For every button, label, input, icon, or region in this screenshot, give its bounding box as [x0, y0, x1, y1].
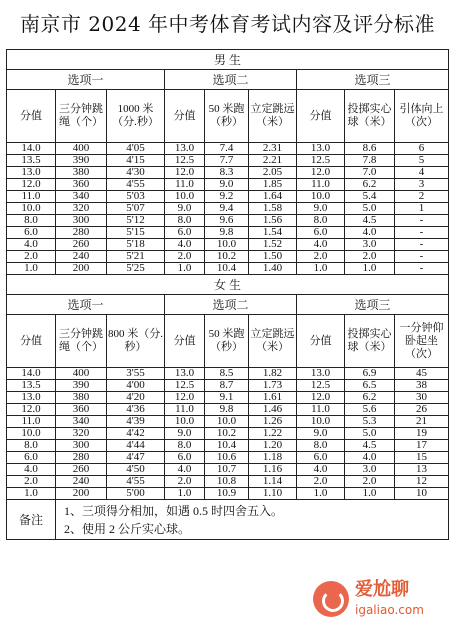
table-cell: 4'42: [107, 428, 165, 440]
table-cell: 10.4: [205, 263, 249, 275]
table-cell: 13.0: [7, 167, 56, 179]
table-cell: 10.9: [205, 488, 249, 500]
female-gender-label: 女 生: [7, 275, 449, 295]
table-cell: 12.5: [297, 155, 345, 167]
table-cell: 13.0: [165, 143, 205, 155]
female-col-header: 50 米跑（秒）: [205, 315, 249, 368]
female-section: [7, 275, 449, 500]
table-cell: 11.0: [7, 191, 56, 203]
table-cell: 4'55: [107, 179, 165, 191]
table-cell: 10.0: [297, 416, 345, 428]
table-cell: 200: [56, 263, 107, 275]
male-col-header: 50 米跑（秒）: [205, 90, 249, 143]
table-row: [7, 155, 449, 167]
note-line-1: 1、三项得分相加，如遇 0.5 时四舍五入。: [64, 503, 284, 518]
table-cell: 1.0: [7, 488, 56, 500]
male-col-header: 三分钟跳绳（个）: [56, 90, 107, 143]
female-col-header: 一分钟仰卧起坐（次）: [395, 315, 449, 368]
table-cell: 200: [56, 488, 107, 500]
table-cell: 5.0: [345, 203, 395, 215]
table-cell: 9.8: [205, 227, 249, 239]
table-cell: 400: [56, 368, 107, 380]
table-cell: 1.10: [249, 488, 297, 500]
table-cell: 8.0: [165, 440, 205, 452]
table-cell: 1.22: [249, 428, 297, 440]
table-cell: 4.5: [345, 440, 395, 452]
table-row: [7, 404, 449, 416]
table-cell: 390: [56, 155, 107, 167]
table-cell: 4.0: [7, 464, 56, 476]
table-cell: 1.56: [249, 215, 297, 227]
table-cell: 5.6: [345, 404, 395, 416]
table-cell: 1.0: [165, 263, 205, 275]
table-cell: 2.21: [249, 155, 297, 167]
table-cell: 9.0: [205, 179, 249, 191]
table-cell: 12.0: [165, 392, 205, 404]
table-cell: 5.4: [345, 191, 395, 203]
male-group-option-1: 选项一: [7, 70, 165, 90]
table-cell: 4'39: [107, 416, 165, 428]
table-cell: 4.0: [297, 239, 345, 251]
table-cell: 10.2: [205, 428, 249, 440]
table-cell: 1.0: [165, 488, 205, 500]
table-cell: 5'21: [107, 251, 165, 263]
table-cell: 12.0: [297, 167, 345, 179]
table-cell: 9.0: [297, 428, 345, 440]
table-cell: -: [395, 239, 449, 251]
table-cell: 13.5: [7, 380, 56, 392]
table-row: [7, 380, 449, 392]
table-cell: 12: [395, 476, 449, 488]
table-cell: 38: [395, 380, 449, 392]
table-row: [7, 428, 449, 440]
table-cell: 5'18: [107, 239, 165, 251]
table-cell: 1.0: [297, 488, 345, 500]
female-col-header: 投掷实心球（米）: [345, 315, 395, 368]
table-cell: 4.5: [345, 215, 395, 227]
female-col-header: 三分钟跳绳（个）: [56, 315, 107, 368]
table-cell: 6.2: [345, 179, 395, 191]
table-cell: 4'30: [107, 167, 165, 179]
table-cell: 3.0: [345, 239, 395, 251]
site-watermark: [313, 579, 443, 623]
table-cell: 300: [56, 215, 107, 227]
table-cell: 6.2: [345, 392, 395, 404]
table-cell: 10.0: [7, 203, 56, 215]
table-cell: 300: [56, 440, 107, 452]
table-cell: 6.5: [345, 380, 395, 392]
table-cell: 400: [56, 143, 107, 155]
table-cell: 5.3: [345, 416, 395, 428]
table-cell: 6.0: [165, 452, 205, 464]
table-cell: 11.0: [297, 404, 345, 416]
table-cell: 4.0: [297, 464, 345, 476]
table-cell: 4.0: [7, 239, 56, 251]
table-cell: 6.0: [7, 452, 56, 464]
table-row: [7, 476, 449, 488]
table-cell: 2.0: [165, 476, 205, 488]
table-cell: 1.46: [249, 404, 297, 416]
table-cell: 4'44: [107, 440, 165, 452]
table-cell: 10.0: [7, 428, 56, 440]
table-row: [7, 392, 449, 404]
table-cell: -: [395, 227, 449, 239]
table-cell: 2.0: [7, 476, 56, 488]
table-cell: 9.8: [205, 404, 249, 416]
table-cell: -: [395, 263, 449, 275]
table-cell: 5.0: [345, 428, 395, 440]
table-cell: 13.0: [297, 143, 345, 155]
table-cell: 10.7: [205, 464, 249, 476]
table-cell: 260: [56, 239, 107, 251]
table-cell: 10: [395, 488, 449, 500]
table-row: [7, 191, 449, 203]
table-cell: 1.73: [249, 380, 297, 392]
male-group-option-3: 选项三: [297, 70, 449, 90]
table-cell: 1.0: [345, 263, 395, 275]
table-cell: 4'15: [107, 155, 165, 167]
table-cell: 4'50: [107, 464, 165, 476]
document-title: 南京市 2024 年中考体育考试内容及评分标准: [19, 12, 436, 36]
table-cell: 1.0: [7, 263, 56, 275]
table-cell: 7.0: [345, 167, 395, 179]
table-cell: 1.0: [297, 263, 345, 275]
table-cell: 390: [56, 380, 107, 392]
table-cell: 12.5: [165, 155, 205, 167]
table-cell: 7.8: [345, 155, 395, 167]
table-cell: 6: [395, 143, 449, 155]
table-cell: 1.82: [249, 368, 297, 380]
table-cell: 7.4: [205, 143, 249, 155]
table-cell: 9.0: [165, 428, 205, 440]
table-cell: 5'15: [107, 227, 165, 239]
table-cell: 12.5: [165, 380, 205, 392]
table-cell: 12.0: [297, 392, 345, 404]
table-cell: 5'00: [107, 488, 165, 500]
table-cell: 1.0: [345, 488, 395, 500]
table-cell: 240: [56, 251, 107, 263]
notes-label: 备注: [7, 500, 56, 540]
table-cell: 2.0: [297, 251, 345, 263]
table-cell: 15: [395, 452, 449, 464]
table-cell: 1.58: [249, 203, 297, 215]
female-col-header: 分值: [165, 315, 205, 368]
male-gender-label: 男 生: [7, 50, 449, 70]
table-cell: 6.9: [345, 368, 395, 380]
table-cell: 8.5: [205, 368, 249, 380]
table-cell: 13.5: [7, 155, 56, 167]
table-cell: 380: [56, 167, 107, 179]
watermark-url: igaliao.com: [355, 603, 424, 617]
male-col-header: 分值: [297, 90, 345, 143]
table-row: [7, 452, 449, 464]
table-cell: 4.0: [345, 227, 395, 239]
watermark-name: 爱尬聊: [355, 579, 409, 600]
table-cell: 11.0: [7, 416, 56, 428]
table-cell: 1.61: [249, 392, 297, 404]
table-cell: 11.0: [297, 179, 345, 191]
table-row: [7, 239, 449, 251]
table-cell: 13.0: [297, 368, 345, 380]
scoring-table: [6, 49, 449, 540]
table-cell: 21: [395, 416, 449, 428]
table-cell: 4'00: [107, 380, 165, 392]
male-col-header: 立定跳远（米）: [249, 90, 297, 143]
table-cell: 4'05: [107, 143, 165, 155]
male-col-header: 分值: [165, 90, 205, 143]
table-cell: 4.0: [165, 464, 205, 476]
male-col-header: 投掷实心球（米）: [345, 90, 395, 143]
table-cell: 3: [395, 179, 449, 191]
table-cell: 11.0: [165, 404, 205, 416]
female-group-option-2: 选项二: [165, 295, 297, 315]
table-cell: 2.05: [249, 167, 297, 179]
table-cell: 6.0: [165, 227, 205, 239]
table-row: [7, 179, 449, 191]
table-row: [7, 167, 449, 179]
notes-content: [56, 500, 449, 540]
table-cell: 6.0: [297, 227, 345, 239]
table-row: [7, 464, 449, 476]
female-group-option-3: 选项三: [297, 295, 449, 315]
table-cell: 6.0: [7, 227, 56, 239]
table-cell: 7.7: [205, 155, 249, 167]
table-cell: 19: [395, 428, 449, 440]
table-row: [7, 368, 449, 380]
table-cell: 360: [56, 179, 107, 191]
table-cell: 8.0: [7, 215, 56, 227]
table-cell: 1.40: [249, 263, 297, 275]
table-cell: 5'25: [107, 263, 165, 275]
table-cell: 1.52: [249, 239, 297, 251]
table-cell: 5'03: [107, 191, 165, 203]
table-cell: 2: [395, 191, 449, 203]
table-cell: 10.8: [205, 476, 249, 488]
table-row: [7, 203, 449, 215]
table-cell: 8.6: [345, 143, 395, 155]
table-cell: 280: [56, 452, 107, 464]
table-cell: 2.0: [345, 476, 395, 488]
table-cell: 1.54: [249, 227, 297, 239]
table-cell: 12.0: [7, 404, 56, 416]
table-cell: 240: [56, 476, 107, 488]
male-col-header: 1000 米（分.秒）: [107, 90, 165, 143]
table-cell: 13: [395, 464, 449, 476]
female-group-option-1: 选项一: [7, 295, 165, 315]
table-row: [7, 488, 449, 500]
table-cell: 380: [56, 392, 107, 404]
table-row: [7, 215, 449, 227]
male-col-header: 分值: [7, 90, 56, 143]
table-cell: 360: [56, 404, 107, 416]
table-cell: 10.0: [205, 239, 249, 251]
table-row: [7, 416, 449, 428]
table-cell: 1.14: [249, 476, 297, 488]
table-cell: 10.0: [165, 191, 205, 203]
table-cell: 8.0: [297, 215, 345, 227]
table-cell: 340: [56, 416, 107, 428]
table-cell: 1.26: [249, 416, 297, 428]
table-cell: 1.20: [249, 440, 297, 452]
notes-section: [7, 500, 449, 540]
table-cell: 320: [56, 203, 107, 215]
table-cell: 2.0: [165, 251, 205, 263]
table-cell: 5'07: [107, 203, 165, 215]
table-cell: 45: [395, 368, 449, 380]
table-cell: 12.5: [297, 380, 345, 392]
table-row: [7, 440, 449, 452]
watermark-logo-icon: [313, 581, 349, 617]
table-cell: 4.0: [345, 452, 395, 464]
note-line-2: 2、使用 2 公斤实心球。: [64, 521, 191, 536]
table-cell: 2.31: [249, 143, 297, 155]
female-col-header: 800 米（分.秒）: [107, 315, 165, 368]
table-cell: 13.0: [165, 368, 205, 380]
table-cell: 3'55: [107, 368, 165, 380]
table-cell: 10.0: [205, 416, 249, 428]
female-col-header: 立定跳远（米）: [249, 315, 297, 368]
table-cell: 9.0: [165, 203, 205, 215]
table-cell: 4.0: [165, 239, 205, 251]
table-cell: 280: [56, 227, 107, 239]
female-col-header: 分值: [297, 315, 345, 368]
table-cell: 260: [56, 464, 107, 476]
table-cell: 17: [395, 440, 449, 452]
table-cell: 9.4: [205, 203, 249, 215]
table-row: [7, 143, 449, 155]
table-cell: 4'55: [107, 476, 165, 488]
table-cell: 6.0: [297, 452, 345, 464]
table-cell: 8.3: [205, 167, 249, 179]
table-cell: 8.7: [205, 380, 249, 392]
table-cell: 5: [395, 155, 449, 167]
table-cell: 2.0: [345, 251, 395, 263]
table-cell: 9.1: [205, 392, 249, 404]
male-group-option-2: 选项二: [165, 70, 297, 90]
table-cell: 14.0: [7, 143, 56, 155]
table-cell: 4'36: [107, 404, 165, 416]
table-cell: 1.85: [249, 179, 297, 191]
table-cell: 10.2: [205, 251, 249, 263]
table-cell: 10.0: [165, 416, 205, 428]
table-cell: 3.0: [345, 464, 395, 476]
table-cell: 8.0: [297, 440, 345, 452]
table-cell: 1: [395, 203, 449, 215]
table-cell: 2.0: [297, 476, 345, 488]
table-cell: 9.6: [205, 215, 249, 227]
table-cell: 14.0: [7, 368, 56, 380]
table-cell: 12.0: [165, 167, 205, 179]
male-col-header: 引体向上（次）: [395, 90, 449, 143]
table-cell: 8.0: [7, 440, 56, 452]
table-cell: 1.16: [249, 464, 297, 476]
table-cell: 10.6: [205, 452, 249, 464]
table-row: [7, 251, 449, 263]
table-row: [7, 227, 449, 239]
table-cell: 4: [395, 167, 449, 179]
table-cell: 5'12: [107, 215, 165, 227]
table-row: [7, 263, 449, 275]
table-cell: 2.0: [7, 251, 56, 263]
table-cell: 4'47: [107, 452, 165, 464]
table-cell: 1.64: [249, 191, 297, 203]
table-cell: 340: [56, 191, 107, 203]
table-cell: 9.2: [205, 191, 249, 203]
table-cell: 12.0: [7, 179, 56, 191]
table-cell: 13.0: [7, 392, 56, 404]
table-cell: 10.0: [297, 191, 345, 203]
table-cell: 8.0: [165, 215, 205, 227]
table-cell: 320: [56, 428, 107, 440]
male-section: [7, 50, 449, 275]
table-cell: 26: [395, 404, 449, 416]
table-cell: 9.0: [297, 203, 345, 215]
table-cell: 10.4: [205, 440, 249, 452]
table-cell: 30: [395, 392, 449, 404]
table-cell: 1.50: [249, 251, 297, 263]
female-col-header: 分值: [7, 315, 56, 368]
table-cell: 11.0: [165, 179, 205, 191]
table-cell: -: [395, 215, 449, 227]
table-cell: -: [395, 251, 449, 263]
table-cell: 4'20: [107, 392, 165, 404]
table-cell: 1.18: [249, 452, 297, 464]
